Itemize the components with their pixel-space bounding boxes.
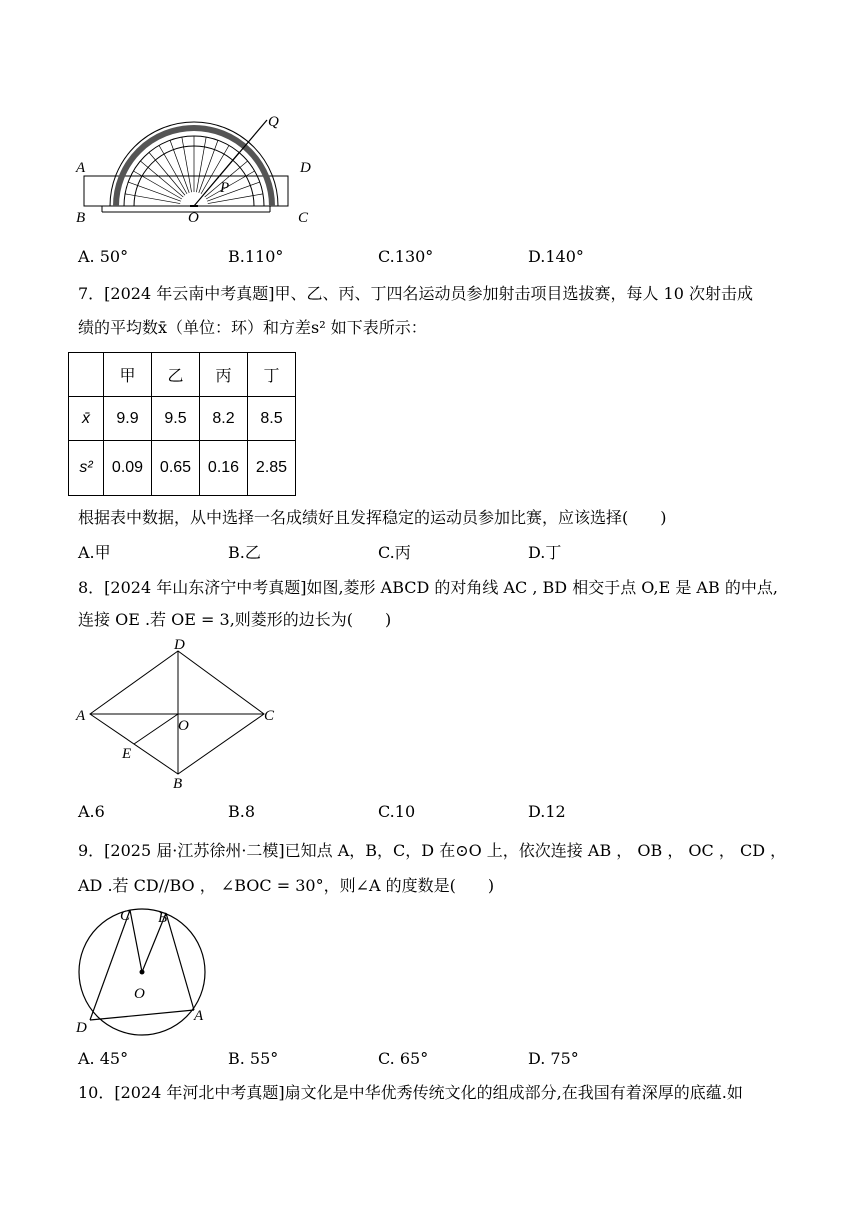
protractor-ray <box>182 137 192 192</box>
table-cell: 9.9 <box>104 397 152 441</box>
protractor-ray <box>125 194 180 204</box>
table-cell: 2.85 <box>248 441 296 496</box>
table-row <box>69 397 296 441</box>
q9-option-a: A. 45° <box>78 1049 129 1068</box>
table-cell: 8.2 <box>200 397 248 441</box>
label-b: B <box>158 910 168 926</box>
table-row <box>69 441 296 496</box>
label-d: D <box>174 637 185 653</box>
q7-option-d: D.丁 <box>528 543 562 562</box>
rhombus-figure <box>72 636 284 792</box>
q6-option-c: C.130° <box>378 247 434 266</box>
q10-line-1: 10．[2024 年河北中考真题]扇文化是中华优秀传统文化的组成部分,在我国有着深厚的底蕴.如 <box>78 1083 743 1102</box>
q7-option-b: B.乙 <box>228 543 261 562</box>
q6-option-d: D.140° <box>528 247 584 266</box>
q8-line-1: 8．[2024 年山东济宁中考真题]如图,菱形 ABCD 的对角线 AC , BD 相交于点 O,E 是 AB 的中点, <box>78 578 778 597</box>
q7-question: 根据表中数据，从中选择一名成绩好且发挥稳定的运动员参加比赛，应该选择( ) <box>78 508 667 527</box>
q6-option-b: B.110° <box>228 247 284 266</box>
label-a: A <box>76 708 86 724</box>
table-cell: 0.16 <box>200 441 248 496</box>
q9-option-c: C. 65° <box>378 1049 429 1068</box>
label-p: P <box>220 180 230 196</box>
q7-option-a: A.甲 <box>78 543 111 562</box>
label-c: C <box>298 210 309 226</box>
label-c: C <box>120 908 131 924</box>
protractor-figure <box>72 108 311 232</box>
table-header-cell: 乙 <box>152 353 200 397</box>
table-cell: 0.09 <box>104 441 152 496</box>
q7-line-1: 7．[2024 年云南中考真题]甲、乙、丙、丁四名运动员参加射击项目选拔赛，每人 10 次射击成 <box>78 284 754 303</box>
scores-table <box>68 352 296 496</box>
q9-line-2: AD .若 CD//BO ， ∠BOC = 30°，则∠A 的度数是( ) <box>78 876 495 895</box>
q8-option-b: B.8 <box>228 802 256 821</box>
table-header-row <box>69 353 296 397</box>
q8-option-c: C.10 <box>378 802 416 821</box>
label-d: D <box>76 1020 87 1036</box>
label-a: A <box>194 1008 204 1024</box>
label-b: B <box>173 776 183 792</box>
table-header-cell: 丁 <box>248 353 296 397</box>
label-b: B <box>76 210 86 226</box>
protractor-ray <box>196 137 206 192</box>
label-q: Q <box>268 114 279 130</box>
q8-option-a: A.6 <box>78 802 105 821</box>
label-o: O <box>178 718 189 734</box>
table-cell: 8.5 <box>248 397 296 441</box>
q8-line-2: 连接 OE .若 OE = 3,则菱形的边长为( ) <box>78 610 392 629</box>
table-cell: 9.5 <box>152 397 200 441</box>
label-e: E <box>122 746 132 762</box>
row-label-mean: x̄ <box>69 397 104 441</box>
label-o: O <box>188 210 199 226</box>
table-header-cell <box>69 353 104 397</box>
q6-option-a: A. 50° <box>78 247 129 266</box>
row-label-variance: s² <box>69 441 104 496</box>
circle-figure <box>72 902 214 1038</box>
label-a: A <box>76 160 86 176</box>
table-header-cell: 甲 <box>104 353 152 397</box>
protractor-ray <box>208 194 263 204</box>
q7-option-c: C.丙 <box>378 543 411 562</box>
label-d: D <box>300 160 311 176</box>
q7-line-2: 绩的平均数x̄（单位：环）和方差s² 如下表所示： <box>78 318 427 337</box>
label-c: C <box>264 708 275 724</box>
q9-option-b: B. 55° <box>228 1049 279 1068</box>
table-cell: 0.65 <box>152 441 200 496</box>
q9-option-d: D. 75° <box>528 1049 579 1068</box>
q9-line-1: 9．[2025 届·江苏徐州·二模]已知点 A，B，C，D 在⊙O 上，依次连接 AB ， OB ， OC ， CD ， <box>78 841 787 860</box>
label-o: O <box>134 986 145 1002</box>
table-header-cell: 丙 <box>200 353 248 397</box>
q8-option-d: D.12 <box>528 802 566 821</box>
